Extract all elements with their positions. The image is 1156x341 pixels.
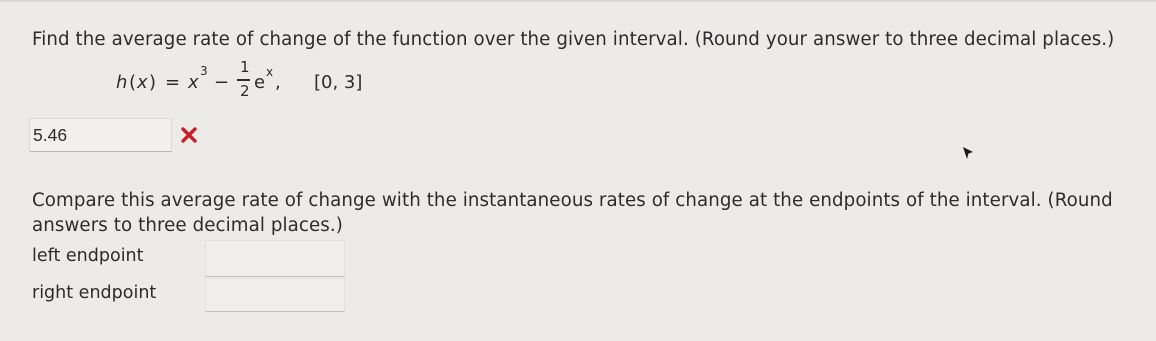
- formula-close-paren: ): [149, 72, 157, 93]
- function-variable: x: [137, 72, 148, 93]
- formula-equals: =: [165, 72, 181, 93]
- fraction-denominator: 2: [240, 82, 250, 100]
- top-divider: [0, 0, 1156, 2]
- followup-prompt-line2: answers to three decimal places.): [32, 215, 343, 236]
- interval: [0, 3]: [314, 72, 363, 93]
- formula-open-paren: (: [129, 72, 137, 93]
- formula-exponent: 3: [200, 64, 208, 78]
- fraction-numerator: 1: [240, 58, 250, 76]
- followup-prompt-line1: Compare this average rate of change with the instantaneous rates of change at the endpoints of the interval. (Round: [32, 190, 1113, 211]
- exp-base: e: [254, 72, 266, 93]
- function-name: h: [116, 72, 128, 93]
- formula-x-term: x: [188, 72, 199, 93]
- formula-minus: −: [214, 72, 230, 93]
- formula-comma: ,: [275, 72, 281, 93]
- average-rate-answer-value: 5.46: [33, 125, 68, 145]
- x-mark-icon: [180, 126, 198, 144]
- question-prompt: Find the average rate of change of the function over the given interval. (Round your answer to three decimal places.): [32, 29, 1115, 50]
- mouse-pointer-icon: [962, 146, 974, 162]
- right-endpoint-input[interactable]: [205, 278, 345, 312]
- average-rate-answer-field[interactable]: [29, 118, 172, 152]
- fraction-bar: [237, 79, 250, 81]
- exp-power: x: [266, 65, 274, 79]
- left-endpoint-label: left endpoint: [32, 246, 144, 266]
- left-endpoint-input[interactable]: [205, 240, 345, 277]
- right-endpoint-label: right endpoint: [32, 283, 157, 303]
